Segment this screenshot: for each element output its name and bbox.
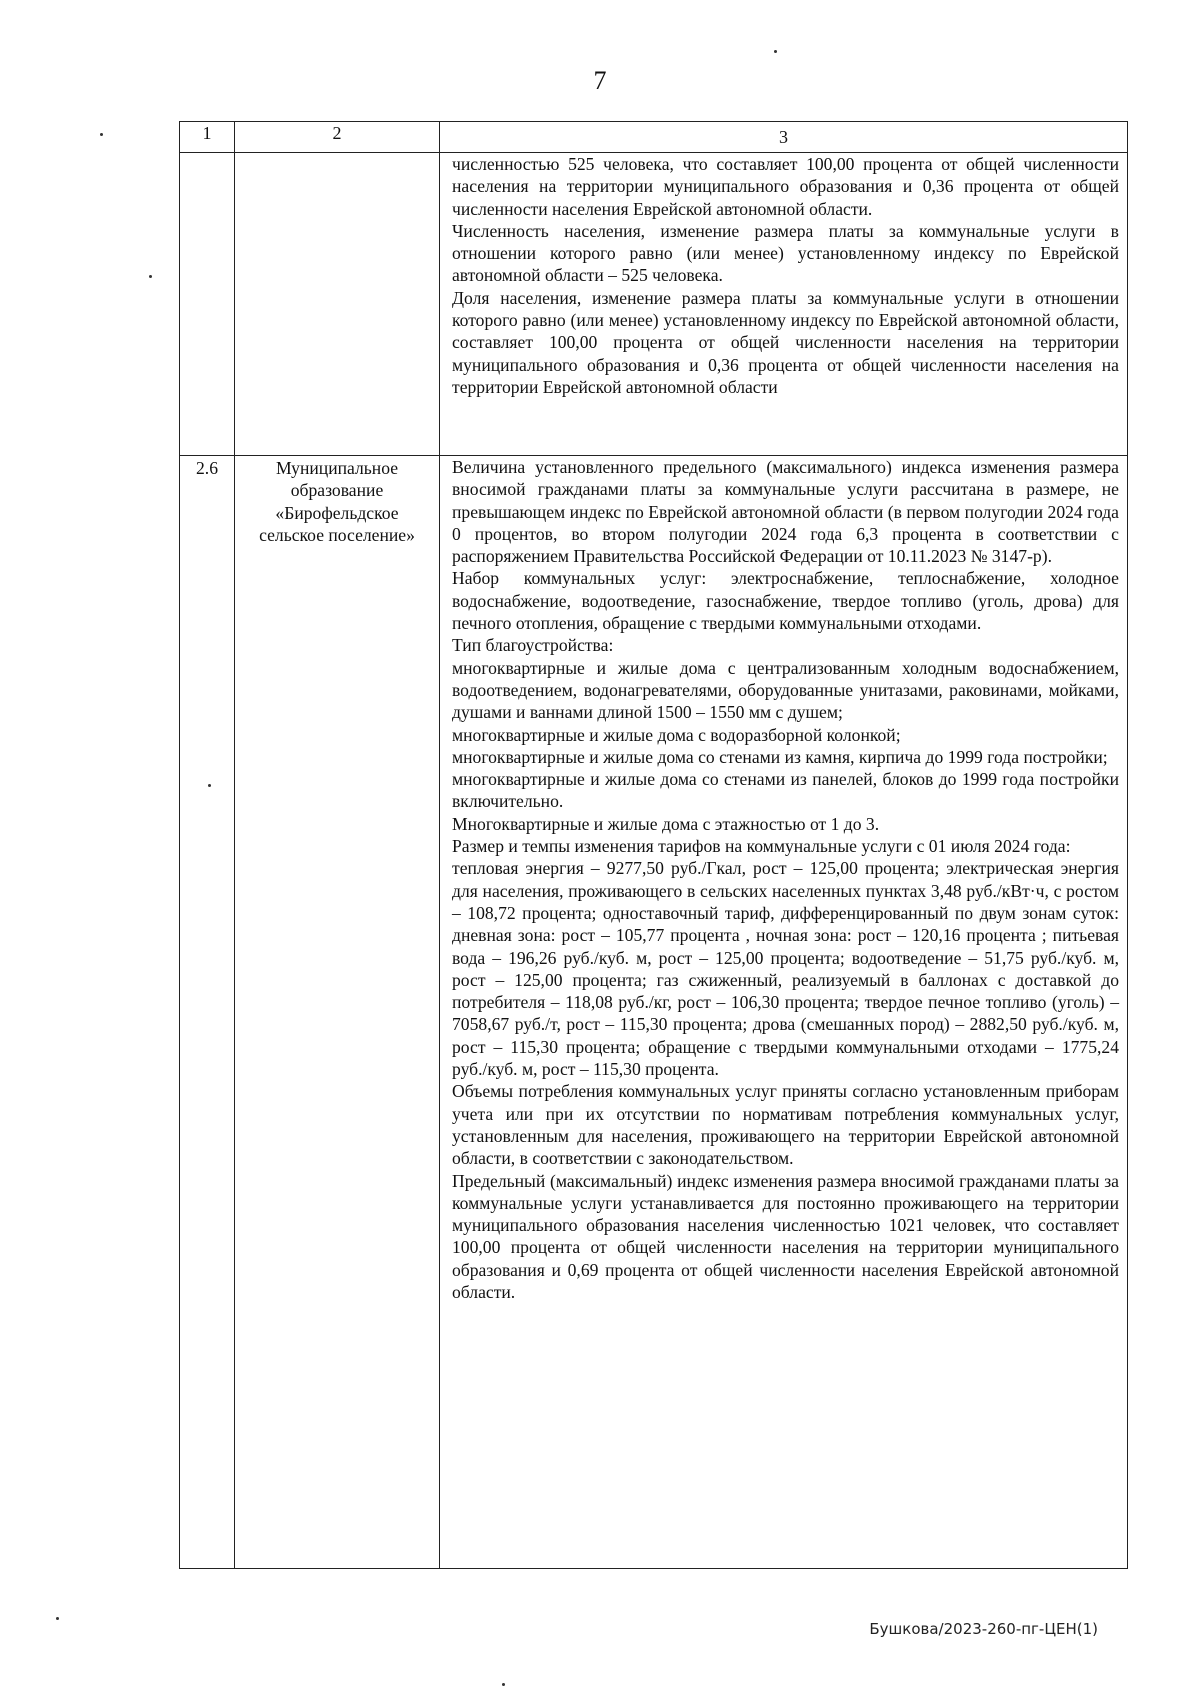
paragraph: Предельный (максимальный) индекс изменения размера вносимой гражданами платы за коммунальные услуги устанавливается для постоянно проживающего на территории муниципального образования населения численностью 1021 человек, что составляет 100,00 процента от общей численности населения на территории муниципального образования и 0,69 процента от общей численности населения Еврейской автономной области. [452, 1170, 1119, 1302]
row-description-cell [440, 153, 1128, 456]
municipality-name-cell: Муниципальное образование «Бирофельдское сельское поселение» [235, 456, 440, 1569]
paragraph: Многоквартирные и жилые дома с этажностью от 1 до 3. [452, 813, 880, 834]
paragraph: Доля населения, изменение размера платы за коммунальные услуги в отношении которого равно (или менее) установленному индексу по Еврейской автономной области, составляет 100,00 процента от общей численности населения на территории муниципального образования и 0,36 процента от общей численности населения на территории Еврейской автономной области [452, 287, 1119, 397]
column-header-2: 2 [235, 122, 440, 153]
table-header-row [180, 122, 1128, 153]
document-code: Бушкова/2023-260-пг-ЦЕН(1) [869, 1620, 1098, 1638]
column-header-1: 1 [180, 122, 235, 153]
row-name-cell [235, 153, 440, 456]
paragraph: тепловая энергия – 9277,50 руб./Гкал, рост – 125,00 процента; электрическая энергия для населения, проживающего в сельских населенных пунктах 3,48 руб./кВт·ч, с ростом – 108,72 процента; одноставочный тариф, дифференцированный по двум зонам суток: дневная зона: рост – 105,77 процента , ночная зона: рост – 120,16 процента ; питьевая вода – 196,26 руб./куб. м, рост – 125,00 процента; водоотведение – 51,75 руб./куб. м, рост – 125,00 процента; газ сжиженный, реализуемый в баллонах с доставкой до потребителя – 118,08 руб./кг, рост – 106,30 процента; твердое печное топливо (уголь) – 7058,67 руб./т, рост – 115,30 процента; дрова (смешанных пород) – 2882,50 руб./куб. м, рост – 115,30 процента; обращение с твердыми коммунальными отходами – 1775,24 руб./куб. м, рост – 115,30 процента. [452, 858, 1119, 1080]
scan-speck [208, 784, 211, 787]
scan-speck [56, 1617, 59, 1620]
scan-speck [774, 50, 777, 53]
table-row-2-6 [180, 456, 1128, 1569]
row-number-cell: 2.6 [180, 456, 235, 1569]
page-number: 7 [593, 66, 607, 95]
paragraph: Размер и темпы изменения тарифов на коммунальные услуги с 01 июля 2024 года: [452, 836, 1071, 857]
paragraph: многоквартирные и жилые дома со стенами из панелей, блоков до 1999 года постройки включительно. [452, 769, 1119, 812]
scan-speck [100, 133, 103, 136]
table-row-continuation [180, 153, 1128, 456]
paragraph: численностью 525 человека, что составляет 100,00 процента от общей численности населения на территории муниципального образования и 0,36 процента от общей численности населения Еврейской автономной области. [452, 154, 1119, 219]
scan-speck [149, 275, 152, 278]
paragraph: многоквартирные и жилые дома с централизованным холодным водоснабжением, водоотведением, водонагревателями, оборудованные унитазами, раковинами, мойками, душами и ваннами длиной 1500 – 1550 мм с душем; [452, 657, 1119, 723]
paragraph: Набор коммунальных услуг: электроснабжение, теплоснабжение, холодное водоснабжение, водоотведение, газоснабжение, твердое топливо (уголь, дрова) для печного отопления, обращение с твердыми коммунальными отходами. [452, 568, 1119, 634]
row-description-cell [440, 456, 1128, 1569]
paragraph: многоквартирные и жилые дома со стенами из камня, кирпича до 1999 года постройки; [452, 746, 1108, 767]
paragraph: Объемы потребления коммунальных услуг приняты согласно установленным приборам учета или при их отсутствии по нормативам потребления коммунальных услуг, установленным для населения, проживающего на территории Еврейской автономной области, в соответствии с законодательством. [452, 1081, 1119, 1169]
paragraph: многоквартирные и жилые дома с водоразборной колонкой; [452, 724, 901, 745]
paragraph: Величина установленного предельного (максимального) индекса изменения размера вносимой гражданами платы за коммунальные услуги рассчитана в размере, не превышающем индекс по Еврейской автономной области (в первом полугодии 2024 года 0 процентов, во втором полугодии 2024 года 6,3 процента в соответствии с распоряжением Правительства Российской Федерации от 10.11.2023 № 3147-р). [452, 457, 1119, 567]
paragraph: Численность населения, изменение размера платы за коммунальные услуги в отношении которого равно (или менее) установленному индексу по Еврейской автономной области – 525 человека. [452, 220, 1119, 286]
column-header-3: 3 [440, 122, 1128, 153]
document-table [179, 121, 1128, 1569]
scan-speck [502, 1683, 505, 1686]
paragraph: Тип благоустройства: [452, 635, 614, 656]
row-number-cell [180, 153, 235, 456]
